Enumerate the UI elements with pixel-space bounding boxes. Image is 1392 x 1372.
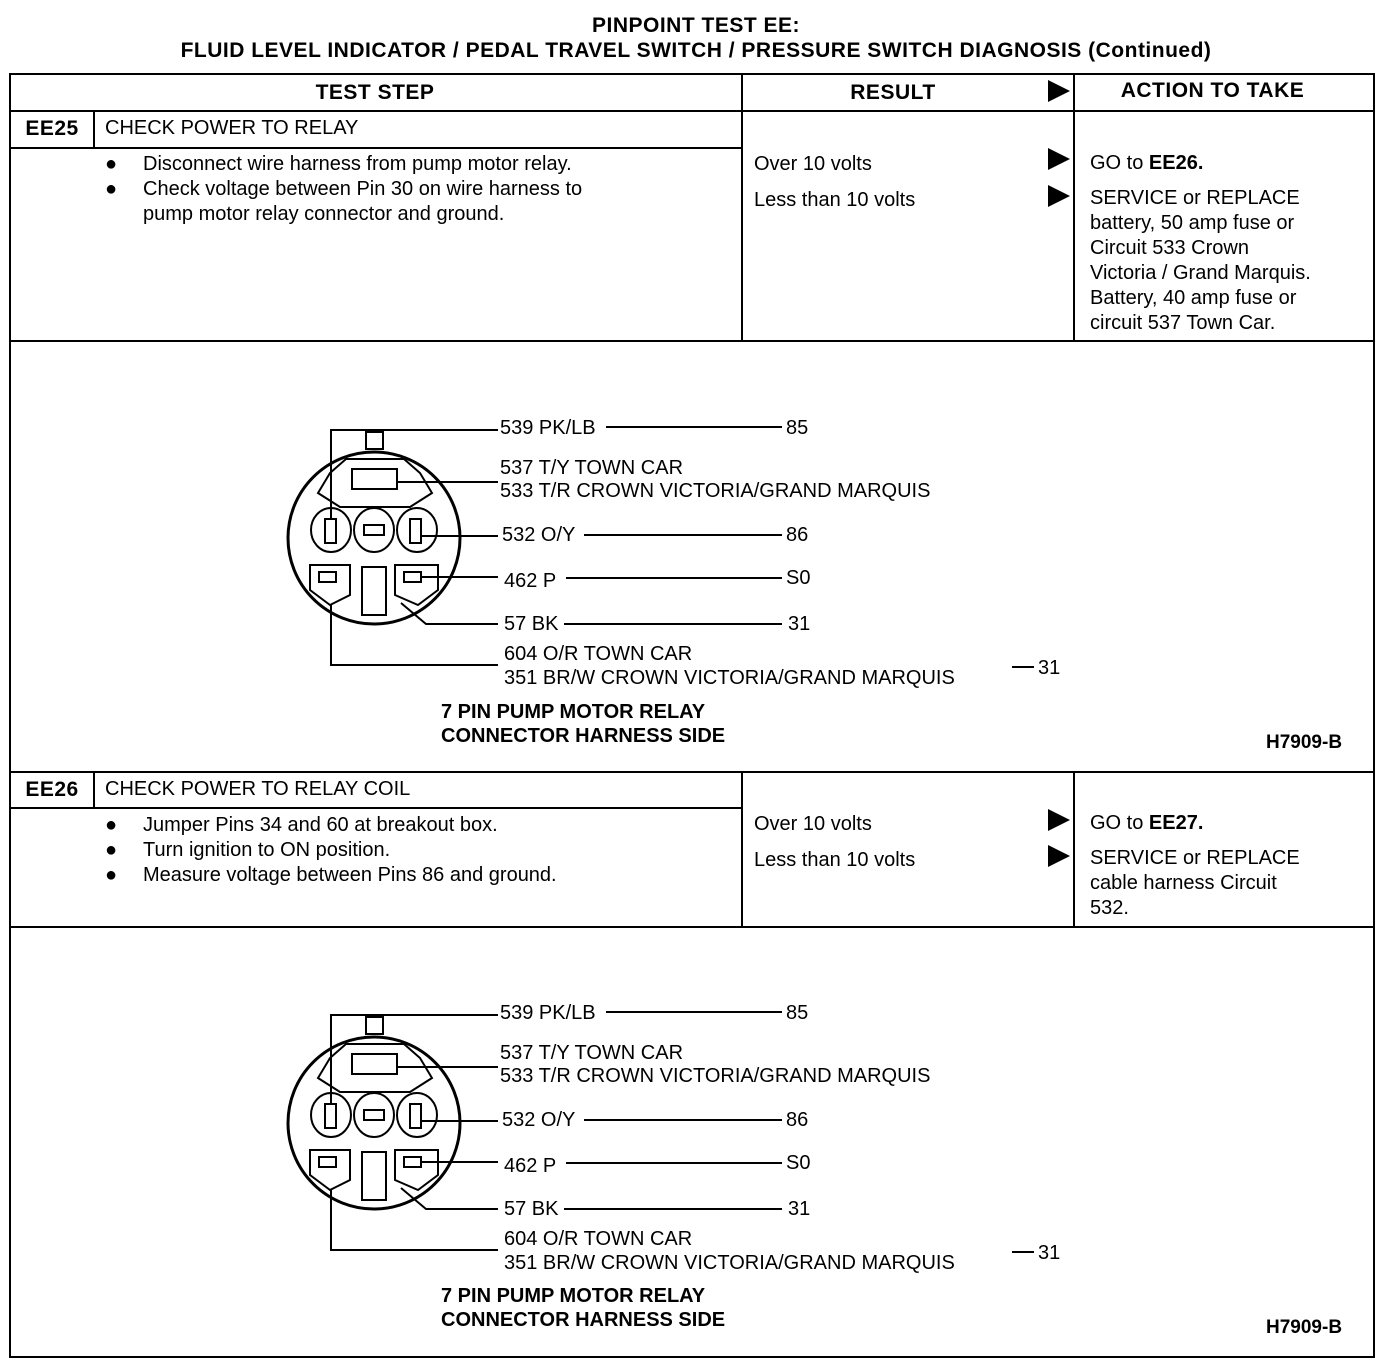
step-title: CHECK POWER TO RELAY — [105, 117, 359, 139]
result-less: Less than 10 volts — [754, 189, 916, 211]
bullet-icon: ● — [105, 178, 118, 200]
wire-label: 604 O/R TOWN CAR — [504, 643, 693, 665]
step-bullets — [105, 813, 557, 888]
wire-label: 604 O/R TOWN CAR — [504, 1228, 693, 1250]
result-arrow-icon — [1048, 809, 1070, 831]
bullet-icon: ● — [105, 839, 118, 861]
action-go-to: GO to EE26. — [1090, 152, 1204, 174]
wire-label: 57 BK — [504, 1198, 559, 1220]
result-less: Less than 10 volts — [754, 849, 916, 871]
wire-label: 533 T/R CROWN VICTORIA/GRAND MARQUIS — [500, 1065, 931, 1087]
result-arrow-icon — [1048, 148, 1070, 170]
wire-label: 537 T/Y TOWN CAR — [500, 457, 684, 479]
wire-label: 539 PK/LB — [500, 1002, 596, 1024]
step-title: CHECK POWER TO RELAY COIL — [105, 778, 411, 800]
step-bullets — [105, 152, 582, 227]
pin-label: S0 — [786, 1152, 811, 1174]
result-over: Over 10 volts — [754, 153, 872, 175]
wire-label: 537 T/Y TOWN CAR — [500, 1042, 684, 1064]
pin-label: S0 — [786, 567, 811, 589]
bullet-item: ● Jumper Pins 34 and 60 at breakout box. — [105, 814, 498, 836]
wire-label: 532 O/Y — [502, 1109, 576, 1131]
bullet-item: ● Disconnect wire harness from pump motor relay. — [105, 153, 572, 175]
header-arrow-icon — [1048, 80, 1070, 102]
action-service: SERVICE or REPLACE cable harness Circuit 532. — [1090, 847, 1300, 919]
header-action: ACTION TO TAKE — [1120, 79, 1305, 102]
figure-id: H7909-B — [1266, 1317, 1343, 1338]
pin-label: 86 — [786, 1109, 809, 1131]
bullet-icon: ● — [105, 153, 118, 175]
wire-label: 57 BK — [504, 613, 559, 635]
header-result: RESULT — [850, 81, 936, 104]
pin-label: 31 — [788, 613, 811, 635]
action-service: SERVICE or REPLACE battery, 50 amp fuse or Circuit 533 Crown Victoria / Grand Marquis. Battery, 40 amp fuse or circuit 537 Town Car. — [1090, 187, 1311, 334]
page-subtitle: FLUID LEVEL INDICATOR / PEDAL TRAVEL SWITCH / PRESSURE SWITCH DIAGNOSIS (Continued) — [180, 39, 1212, 62]
diagram-caption: 7 PIN PUMP MOTOR RELAY CONNECTOR HARNESS SIDE — [441, 701, 726, 747]
connector-diagram — [0, 395, 1392, 770]
bullet-item: ● Turn ignition to ON position. — [105, 839, 391, 861]
pin-label: 85 — [786, 417, 809, 439]
pin-label: 31 — [788, 1198, 811, 1220]
bullet-item: ● Check voltage between Pin 30 on wire harness to — [105, 178, 583, 200]
bullet-item: ● Measure voltage between Pins 86 and ground. — [105, 864, 557, 886]
result-over: Over 10 volts — [754, 813, 872, 835]
pin-label: 31 — [1038, 1242, 1061, 1264]
result-arrow-icon — [1048, 185, 1070, 207]
bullet-icon: ● — [105, 864, 118, 886]
connector-diagram — [0, 980, 1392, 1355]
wire-label: 462 P — [504, 570, 557, 592]
pin-label: 86 — [786, 524, 809, 546]
pin-label: 85 — [786, 1002, 809, 1024]
pin-label: 31 — [1038, 657, 1061, 679]
bullet-item-continued: pump motor relay connector and ground. — [143, 203, 505, 225]
result-arrow-icon — [1048, 845, 1070, 867]
wire-label: 532 O/Y — [502, 524, 576, 546]
bullet-icon: ● — [105, 814, 118, 836]
header-test-step: TEST STEP — [315, 81, 435, 104]
wire-label: 533 T/R CROWN VICTORIA/GRAND MARQUIS — [500, 480, 931, 502]
diagram-caption: 7 PIN PUMP MOTOR RELAY CONNECTOR HARNESS SIDE — [441, 1285, 726, 1331]
step-id: EE26 — [25, 778, 79, 801]
action-go-to: GO to EE27. — [1090, 812, 1204, 834]
page-title: PINPOINT TEST EE: — [591, 14, 801, 37]
wire-label: 351 BR/W CROWN VICTORIA/GRAND MARQUIS — [504, 667, 955, 689]
figure-id: H7909-B — [1266, 732, 1343, 753]
wire-label: 351 BR/W CROWN VICTORIA/GRAND MARQUIS — [504, 1252, 955, 1274]
wire-label: 539 PK/LB — [500, 417, 596, 439]
wire-label: 462 P — [504, 1155, 557, 1177]
step-id: EE25 — [25, 117, 79, 140]
